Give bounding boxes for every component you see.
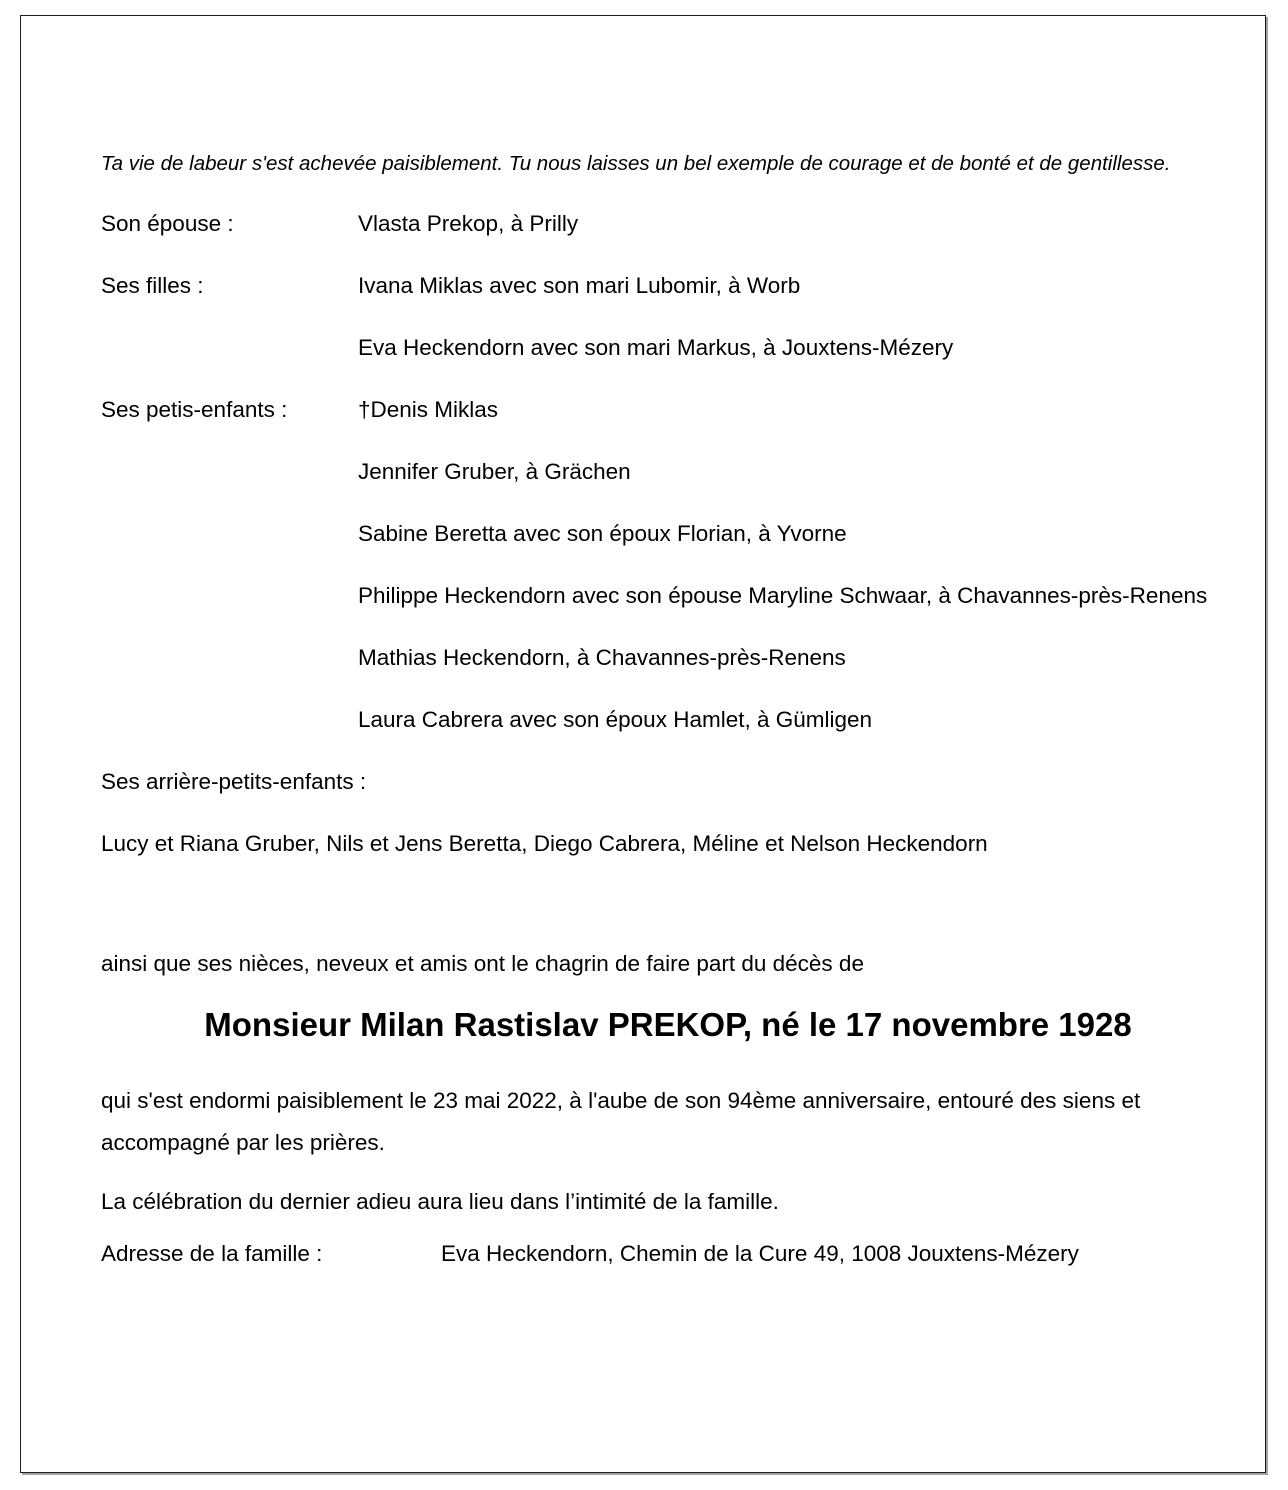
death-details-paragraph: qui s'est endormi paisiblement le 23 mai 2022, à l'aube de son 94ème anniversaire, entouré des siens et accompagné par les prières. bbox=[101, 1088, 1141, 1155]
address-label: Adresse de la famille : bbox=[101, 1241, 323, 1266]
family-relation-row bbox=[101, 210, 1235, 272]
great-grandchildren-names: Lucy et Riana Gruber, Nils et Jens Beretta, Diego Cabrera, Méline et Nelson Heckendorn bbox=[101, 831, 988, 856]
relation-entry: Jennifer Gruber, à Grächen bbox=[358, 459, 631, 484]
relation-label: Ses filles : bbox=[101, 273, 204, 298]
family-relations-list bbox=[101, 210, 1235, 768]
relation-entries bbox=[358, 210, 1235, 272]
relation-entries bbox=[358, 272, 1235, 396]
relation-entry: Mathias Heckendorn, à Chavannes-près-Renens bbox=[358, 645, 846, 670]
deceased-name-heading: Monsieur Milan Rastislav PREKOP, né le 17 novembre 1928 bbox=[204, 1006, 1132, 1043]
family-address-row bbox=[101, 1240, 1235, 1268]
relation-label: Ses petis-enfants : bbox=[101, 397, 288, 422]
relation-entry: Ivana Miklas avec son mari Lubomir, à Worb bbox=[358, 273, 801, 298]
relation-entries bbox=[358, 396, 1235, 768]
epitaph-quote: Ta vie de labeur s'est achevée paisiblement. Tu nous laisses un bel exemple de courage et de bonté et de gentillesse. bbox=[101, 152, 1171, 175]
announcement-intro: ainsi que ses nièces, neveux et amis ont le chagrin de faire part du décès de bbox=[101, 951, 864, 976]
address-value: Eva Heckendorn, Chemin de la Cure 49, 1008 Jouxtens-Mézery bbox=[441, 1241, 1079, 1266]
relation-entry: Vlasta Prekop, à Prilly bbox=[358, 211, 579, 236]
relation-entry: †Denis Miklas bbox=[358, 397, 499, 422]
great-grandchildren-label: Ses arrière-petits-enfants : bbox=[101, 769, 367, 794]
relation-label: Son épouse : bbox=[101, 211, 234, 236]
relation-entry: Laura Cabrera avec son époux Hamlet, à Gümligen bbox=[358, 707, 873, 732]
relation-entry: Philippe Heckendorn avec son épouse Maryline Schwaar, à Chavannes-près-Renens bbox=[358, 583, 1208, 608]
death-notice-page bbox=[20, 15, 1266, 1473]
death-notice-content bbox=[21, 16, 1265, 1268]
family-relation-row bbox=[101, 272, 1235, 396]
relation-entry: Eva Heckendorn avec son mari Markus, à Jouxtens-Mézery bbox=[358, 335, 954, 360]
ceremony-paragraph: La célébration du dernier adieu aura lieu dans l’intimité de la famille. bbox=[101, 1189, 779, 1214]
family-relation-row bbox=[101, 396, 1235, 768]
relation-entry: Sabine Beretta avec son époux Florian, à Yvorne bbox=[358, 521, 847, 546]
